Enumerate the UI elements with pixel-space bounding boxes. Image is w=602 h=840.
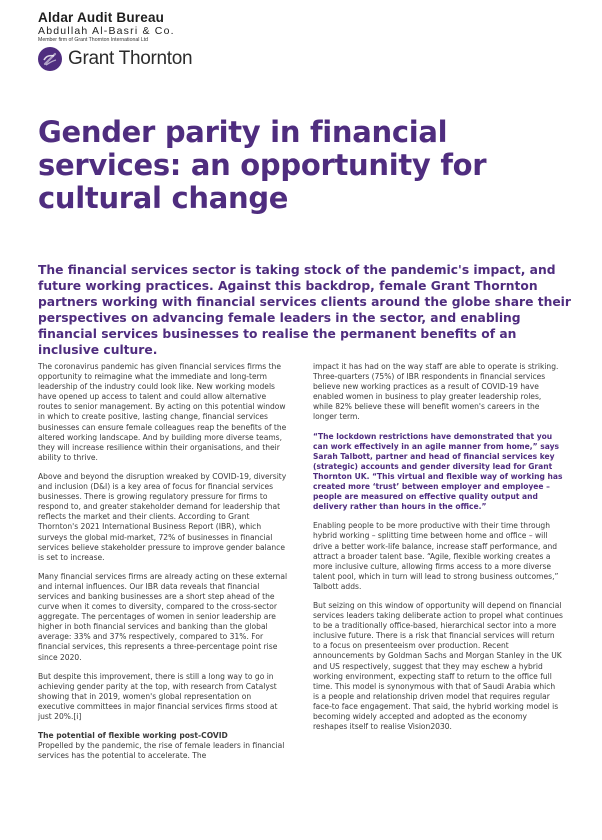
- body-paragraph: Enabling people to be more productive with their time through hybrid working – splitting time between home and office – will drive a better work-life balance, increase staff performance, and attract a broader talent base. “Agile, flexible working creates a more inclusive culture, allowing firms access to a more diverse talent pool, which in turn will lead to strong business outcomes,” Talbott adds.: [313, 521, 559, 591]
- body-paragraph: impact it has had on the way staff are able to operate is striking. Three-quarters (75%) of IBR respondents in financial services believe new working practices as a result of COVID-19 have enabled women in business to play greater leadership roles, while 82% believe these will benefit women's careers in the longer term.: [313, 362, 559, 422]
- page-title: Gender parity in financial services: an opportunity for cultural change: [38, 115, 487, 215]
- intro-paragraph: The financial services sector is taking stock of the pandemic's impact, and future working practices. Against this backdrop, female Grant Thornton partners working with financial services clients around the globe share their perspectives on advancing female leaders in the sector, and enabling financial services businesses to realise the permanent benefits of an inclusive culture.: [38, 263, 571, 357]
- left-column: [38, 362, 288, 761]
- header: [38, 10, 278, 71]
- firm-subtitle: Abdullah Al-Basri & Co.: [38, 25, 175, 37]
- body-paragraph: Many financial services firms are already acting on these external and internal influences. Our IBR data reveals that financial services and banking businesses are a short step ahead of the curve when it comes to diversity, compared to the cross-sector aggregate. The percentages of women in senior leadership are higher in both financial services and banking than the global average: 33% and 37% respectively, compared to 31%. For financial services, this represents a three-percentage point rise since 2020.: [38, 571, 288, 662]
- pull-quote: “The lockdown restrictions have demonstrated that you can work effectively in an agile manner from home,” says Sarah Talbott, partner and head of financial services key (strategic) accounts and gender diversity lead for Grant Thornton UK. “This virtual and flexible way of working has created more ‘trust’ between employer and employee – people are measured on effective quality output and delivery rather than hours in the office.”: [313, 431, 563, 512]
- firm-name: Aldar Audit Bureau: [38, 10, 165, 25]
- brand-name: Grant Thornton: [68, 48, 193, 69]
- body-paragraph: But despite this improvement, there is still a long way to go in achieving gender parity at the top, with research from Catalyst showing that in 2019, women's global representation on executive committees in major financial services firms stood at just 20%.[i]: [38, 671, 278, 721]
- member-firm-note: Member firm of Grant Thornton International Ltd: [38, 37, 149, 43]
- grant-thornton-mark-icon: [38, 47, 62, 71]
- section-subheading: The potential of flexible working post-COVID: [38, 731, 228, 741]
- right-column: [313, 362, 563, 741]
- body-paragraph: But seizing on this window of opportunity will depend on financial services leaders taking deliberate action to propel what continues to be a traditionally office-based, hierarchical sector into a more inclusive future. There is a risk that financial services will return to a focus on presenteeism over production. Recent announcements by Goldman Sachs and Morgan Stanley in the UK and US respectively, suggest that they may eschew a hybrid working environment, expecting staff to return to the office full time. This model is synonymous with that of Saudi Arabia which is a people and relationship driven model that requires regular face-to face engagement. That said, the hybrid working model is becoming widely accepted and adopted as the economy reshapes itself to realise Vision2030.: [313, 600, 563, 732]
- body-paragraph: The coronavirus pandemic has given financial services firms the opportunity to reimagine what the immediate and long-term leadership of the industry could look like. New working models have opened up access to talent and could allow alternative routes to senior management. By acting on this potential window in which to create positive, lasting change, financial services businesses can ensure female colleagues reap the benefits of the altered working landscape. And by building more diverse teams, they will increase resilience within their organisations, and their ability to thrive.: [38, 362, 287, 462]
- body-paragraph: Propelled by the pandemic, the rise of female leaders in financial services has the potential to accelerate. The: [38, 741, 285, 761]
- grant-thornton-logo: [38, 47, 278, 71]
- body-paragraph: Above and beyond the disruption wreaked by COVID-19, diversity and inclusion (D&I) is a key area of focus for financial services businesses. There is growing regulatory pressure for firms to respond to, and greater stakeholder demand for leadership that reflects the market and their clients. According to Grant Thornton's 2021 International Business Report (IBR), which surveys the global mid-market, 72% of businesses in financial services believe stakeholder pressure to improve gender balance is set to increase.: [38, 471, 287, 562]
